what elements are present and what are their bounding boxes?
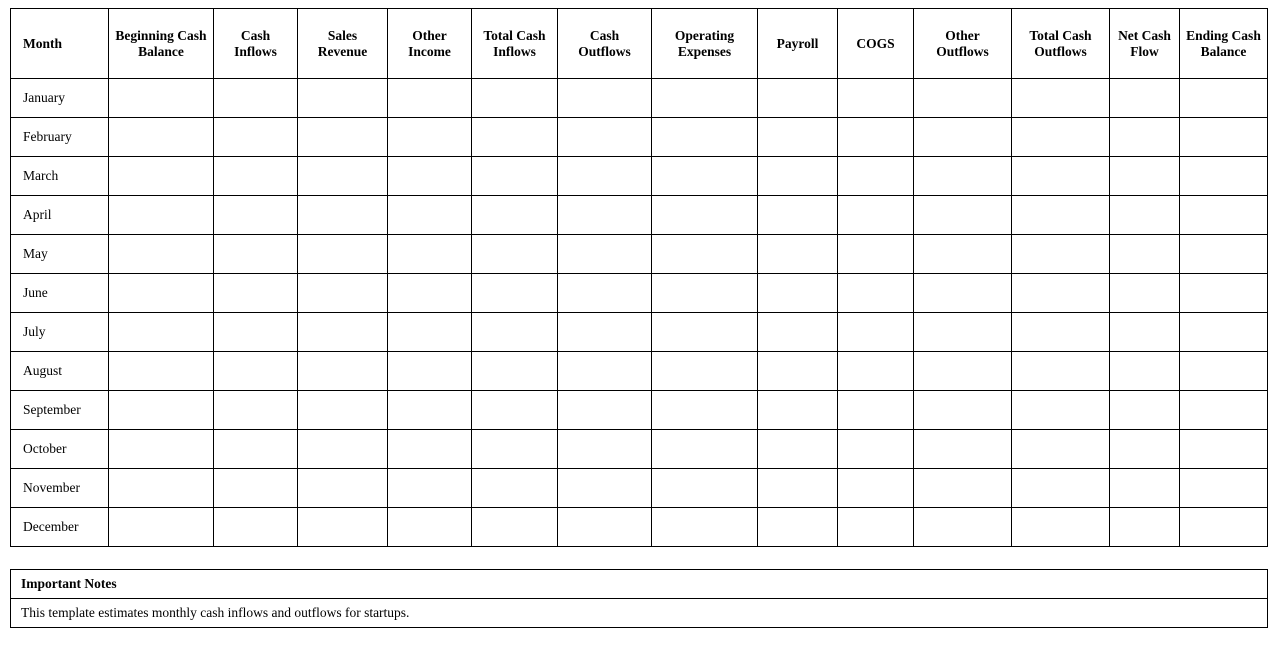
- cell-ending-cash-balance[interactable]: [1180, 79, 1268, 118]
- cell-total-cash-inflows[interactable]: [472, 430, 558, 469]
- cell-cash-outflows[interactable]: [558, 430, 652, 469]
- cell-cash-outflows[interactable]: [558, 391, 652, 430]
- cell-total-cash-outflows[interactable]: [1012, 196, 1110, 235]
- month-cell: July: [11, 313, 109, 352]
- cell-other-income[interactable]: [388, 469, 472, 508]
- cell-payroll[interactable]: [758, 79, 838, 118]
- cell-total-cash-inflows[interactable]: [472, 469, 558, 508]
- cell-sales-revenue[interactable]: [298, 352, 388, 391]
- cell-sales-revenue[interactable]: [298, 469, 388, 508]
- cell-payroll[interactable]: [758, 391, 838, 430]
- notes-heading: Important Notes: [11, 570, 1268, 599]
- cell-total-cash-outflows[interactable]: [1012, 313, 1110, 352]
- cell-sales-revenue[interactable]: [298, 313, 388, 352]
- table-row: [11, 469, 1268, 508]
- cell-operating-expenses[interactable]: [652, 391, 758, 430]
- cell-total-cash-outflows[interactable]: [1012, 274, 1110, 313]
- column-header-other-outflows: Other Outflows: [914, 9, 1012, 79]
- cell-other-outflows[interactable]: [914, 508, 1012, 547]
- cell-net-cash-flow[interactable]: [1110, 352, 1180, 391]
- cell-sales-revenue[interactable]: [298, 391, 388, 430]
- table-row: [11, 157, 1268, 196]
- cell-cash-outflows[interactable]: [558, 196, 652, 235]
- cell-ending-cash-balance[interactable]: [1180, 235, 1268, 274]
- table-row: [11, 508, 1268, 547]
- cell-total-cash-outflows[interactable]: [1012, 430, 1110, 469]
- cell-other-outflows[interactable]: [914, 469, 1012, 508]
- cell-other-outflows[interactable]: [914, 79, 1012, 118]
- cell-cash-outflows[interactable]: [558, 469, 652, 508]
- cell-net-cash-flow[interactable]: [1110, 196, 1180, 235]
- column-header-beginning-cash-balance: Beginning Cash Balance: [109, 9, 214, 79]
- cell-cash-outflows[interactable]: [558, 118, 652, 157]
- cell-other-outflows[interactable]: [914, 118, 1012, 157]
- month-cell: December: [11, 508, 109, 547]
- cell-cogs[interactable]: [838, 508, 914, 547]
- cell-other-income[interactable]: [388, 196, 472, 235]
- cell-net-cash-flow[interactable]: [1110, 274, 1180, 313]
- cell-total-cash-outflows[interactable]: [1012, 508, 1110, 547]
- cell-cash-inflows[interactable]: [214, 313, 298, 352]
- cell-sales-revenue[interactable]: [298, 430, 388, 469]
- column-header-cogs: COGS: [838, 9, 914, 79]
- column-header-total-cash-outflows: Total Cash Outflows: [1012, 9, 1110, 79]
- cell-other-income[interactable]: [388, 274, 472, 313]
- column-header-other-income: Other Income: [388, 9, 472, 79]
- month-cell: March: [11, 157, 109, 196]
- cell-net-cash-flow[interactable]: [1110, 391, 1180, 430]
- cell-net-cash-flow[interactable]: [1110, 313, 1180, 352]
- cell-sales-revenue[interactable]: [298, 118, 388, 157]
- cell-cash-inflows[interactable]: [214, 118, 298, 157]
- cell-cash-outflows[interactable]: [558, 352, 652, 391]
- cell-other-outflows[interactable]: [914, 391, 1012, 430]
- table-row: [11, 352, 1268, 391]
- section-spacer: [10, 547, 1268, 569]
- table-header: [11, 9, 1268, 79]
- column-header-net-cash-flow: Net Cash Flow: [1110, 9, 1180, 79]
- cell-net-cash-flow[interactable]: [1110, 508, 1180, 547]
- cell-operating-expenses[interactable]: [652, 118, 758, 157]
- column-header-operating-expenses: Operating Expenses: [652, 9, 758, 79]
- cell-total-cash-inflows[interactable]: [472, 391, 558, 430]
- table-row: [11, 196, 1268, 235]
- table-row: [11, 79, 1268, 118]
- column-header-total-cash-inflows: Total Cash Inflows: [472, 9, 558, 79]
- cell-total-cash-outflows[interactable]: [1012, 235, 1110, 274]
- cell-total-cash-outflows[interactable]: [1012, 157, 1110, 196]
- important-notes-table: [10, 569, 1268, 628]
- cell-total-cash-inflows[interactable]: [472, 157, 558, 196]
- column-header-sales-revenue: Sales Revenue: [298, 9, 388, 79]
- cell-operating-expenses[interactable]: [652, 508, 758, 547]
- cell-cash-outflows[interactable]: [558, 79, 652, 118]
- cell-other-income[interactable]: [388, 118, 472, 157]
- table-row: [11, 391, 1268, 430]
- cash-flow-table: [10, 8, 1268, 547]
- cell-beginning-cash-balance[interactable]: [109, 235, 214, 274]
- cell-other-outflows[interactable]: [914, 352, 1012, 391]
- cell-sales-revenue[interactable]: [298, 235, 388, 274]
- cell-sales-revenue[interactable]: [298, 79, 388, 118]
- cell-total-cash-inflows[interactable]: [472, 313, 558, 352]
- month-cell: November: [11, 469, 109, 508]
- cell-sales-revenue[interactable]: [298, 157, 388, 196]
- table-row: [11, 235, 1268, 274]
- cell-cash-inflows[interactable]: [214, 352, 298, 391]
- cell-other-income[interactable]: [388, 79, 472, 118]
- cell-ending-cash-balance[interactable]: [1180, 274, 1268, 313]
- cell-total-cash-inflows[interactable]: [472, 79, 558, 118]
- cell-operating-expenses[interactable]: [652, 430, 758, 469]
- month-cell: May: [11, 235, 109, 274]
- cell-ending-cash-balance[interactable]: [1180, 508, 1268, 547]
- column-header-payroll: Payroll: [758, 9, 838, 79]
- cell-other-income[interactable]: [388, 313, 472, 352]
- cell-cash-inflows[interactable]: [214, 430, 298, 469]
- month-cell: January: [11, 79, 109, 118]
- header-row: [11, 9, 1268, 79]
- cell-cash-outflows[interactable]: [558, 313, 652, 352]
- cell-cogs[interactable]: [838, 313, 914, 352]
- cell-beginning-cash-balance[interactable]: [109, 391, 214, 430]
- cell-cogs[interactable]: [838, 235, 914, 274]
- cell-net-cash-flow[interactable]: [1110, 118, 1180, 157]
- cell-other-outflows[interactable]: [914, 430, 1012, 469]
- month-cell: September: [11, 391, 109, 430]
- cell-payroll[interactable]: [758, 196, 838, 235]
- cell-sales-revenue[interactable]: [298, 274, 388, 313]
- cell-ending-cash-balance[interactable]: [1180, 391, 1268, 430]
- cell-beginning-cash-balance[interactable]: [109, 313, 214, 352]
- cell-cogs[interactable]: [838, 469, 914, 508]
- cell-beginning-cash-balance[interactable]: [109, 118, 214, 157]
- cell-beginning-cash-balance[interactable]: [109, 469, 214, 508]
- cell-payroll[interactable]: [758, 508, 838, 547]
- cell-sales-revenue[interactable]: [298, 508, 388, 547]
- cell-other-outflows[interactable]: [914, 157, 1012, 196]
- cell-net-cash-flow[interactable]: [1110, 157, 1180, 196]
- cell-operating-expenses[interactable]: [652, 235, 758, 274]
- cell-other-income[interactable]: [388, 391, 472, 430]
- table-row: [11, 118, 1268, 157]
- cell-beginning-cash-balance[interactable]: [109, 274, 214, 313]
- cell-sales-revenue[interactable]: [298, 196, 388, 235]
- cell-beginning-cash-balance[interactable]: [109, 508, 214, 547]
- month-cell: October: [11, 430, 109, 469]
- cell-other-outflows[interactable]: [914, 235, 1012, 274]
- cell-cogs[interactable]: [838, 118, 914, 157]
- cell-ending-cash-balance[interactable]: [1180, 352, 1268, 391]
- column-header-cash-inflows: Cash Inflows: [214, 9, 298, 79]
- cell-total-cash-inflows[interactable]: [472, 118, 558, 157]
- notes-row: [11, 599, 1268, 628]
- cell-net-cash-flow[interactable]: [1110, 235, 1180, 274]
- cell-cash-outflows[interactable]: [558, 235, 652, 274]
- month-cell: February: [11, 118, 109, 157]
- cell-payroll[interactable]: [758, 469, 838, 508]
- cell-other-outflows[interactable]: [914, 274, 1012, 313]
- cell-total-cash-outflows[interactable]: [1012, 391, 1110, 430]
- cell-operating-expenses[interactable]: [652, 313, 758, 352]
- cell-cash-inflows[interactable]: [214, 469, 298, 508]
- cell-total-cash-inflows[interactable]: [472, 274, 558, 313]
- month-cell: June: [11, 274, 109, 313]
- table-body: [11, 79, 1268, 547]
- cell-cogs[interactable]: [838, 391, 914, 430]
- column-header-cash-outflows: Cash Outflows: [558, 9, 652, 79]
- cell-beginning-cash-balance[interactable]: [109, 79, 214, 118]
- cell-total-cash-inflows[interactable]: [472, 508, 558, 547]
- cell-total-cash-outflows[interactable]: [1012, 469, 1110, 508]
- cell-total-cash-outflows[interactable]: [1012, 352, 1110, 391]
- notes-line: This template estimates monthly cash inflows and outflows for startups.: [11, 599, 1268, 628]
- cell-cogs[interactable]: [838, 430, 914, 469]
- cell-payroll[interactable]: [758, 274, 838, 313]
- cell-cogs[interactable]: [838, 196, 914, 235]
- cell-payroll[interactable]: [758, 352, 838, 391]
- cell-payroll[interactable]: [758, 430, 838, 469]
- cell-cash-inflows[interactable]: [214, 157, 298, 196]
- cell-ending-cash-balance[interactable]: [1180, 313, 1268, 352]
- cell-total-cash-outflows[interactable]: [1012, 118, 1110, 157]
- cell-ending-cash-balance[interactable]: [1180, 118, 1268, 157]
- cell-other-income[interactable]: [388, 508, 472, 547]
- cell-other-outflows[interactable]: [914, 313, 1012, 352]
- cell-operating-expenses[interactable]: [652, 274, 758, 313]
- cell-payroll[interactable]: [758, 313, 838, 352]
- table-row: [11, 313, 1268, 352]
- cell-beginning-cash-balance[interactable]: [109, 157, 214, 196]
- cell-cash-inflows[interactable]: [214, 196, 298, 235]
- cell-cash-inflows[interactable]: [214, 235, 298, 274]
- column-header-ending-cash-balance: Ending Cash Balance: [1180, 9, 1268, 79]
- cell-total-cash-inflows[interactable]: [472, 352, 558, 391]
- cell-other-income[interactable]: [388, 235, 472, 274]
- cell-operating-expenses[interactable]: [652, 79, 758, 118]
- cell-beginning-cash-balance[interactable]: [109, 352, 214, 391]
- cell-net-cash-flow[interactable]: [1110, 430, 1180, 469]
- cell-cash-outflows[interactable]: [558, 274, 652, 313]
- cell-operating-expenses[interactable]: [652, 469, 758, 508]
- cell-net-cash-flow[interactable]: [1110, 469, 1180, 508]
- cell-beginning-cash-balance[interactable]: [109, 196, 214, 235]
- month-cell: April: [11, 196, 109, 235]
- cell-ending-cash-balance[interactable]: [1180, 196, 1268, 235]
- cell-ending-cash-balance[interactable]: [1180, 469, 1268, 508]
- cell-cash-outflows[interactable]: [558, 157, 652, 196]
- cell-total-cash-inflows[interactable]: [472, 196, 558, 235]
- cell-other-income[interactable]: [388, 352, 472, 391]
- cell-net-cash-flow[interactable]: [1110, 79, 1180, 118]
- cell-total-cash-inflows[interactable]: [472, 235, 558, 274]
- cell-other-income[interactable]: [388, 157, 472, 196]
- cell-cash-inflows[interactable]: [214, 274, 298, 313]
- table-row: [11, 274, 1268, 313]
- cell-cogs[interactable]: [838, 79, 914, 118]
- notes-heading-row: [11, 570, 1268, 599]
- cell-cogs[interactable]: [838, 157, 914, 196]
- cell-payroll[interactable]: [758, 157, 838, 196]
- cell-ending-cash-balance[interactable]: [1180, 430, 1268, 469]
- cell-operating-expenses[interactable]: [652, 157, 758, 196]
- cell-total-cash-outflows[interactable]: [1012, 79, 1110, 118]
- cell-beginning-cash-balance[interactable]: [109, 430, 214, 469]
- cell-cogs[interactable]: [838, 274, 914, 313]
- cell-payroll[interactable]: [758, 118, 838, 157]
- cell-cash-inflows[interactable]: [214, 508, 298, 547]
- month-cell: August: [11, 352, 109, 391]
- cell-cash-inflows[interactable]: [214, 79, 298, 118]
- column-header-month: Month: [11, 9, 109, 79]
- cell-cash-outflows[interactable]: [558, 508, 652, 547]
- cell-other-income[interactable]: [388, 430, 472, 469]
- table-row: [11, 430, 1268, 469]
- cell-operating-expenses[interactable]: [652, 352, 758, 391]
- cell-cogs[interactable]: [838, 352, 914, 391]
- cell-payroll[interactable]: [758, 235, 838, 274]
- cell-cash-inflows[interactable]: [214, 391, 298, 430]
- cell-operating-expenses[interactable]: [652, 196, 758, 235]
- cell-other-outflows[interactable]: [914, 196, 1012, 235]
- cell-ending-cash-balance[interactable]: [1180, 157, 1268, 196]
